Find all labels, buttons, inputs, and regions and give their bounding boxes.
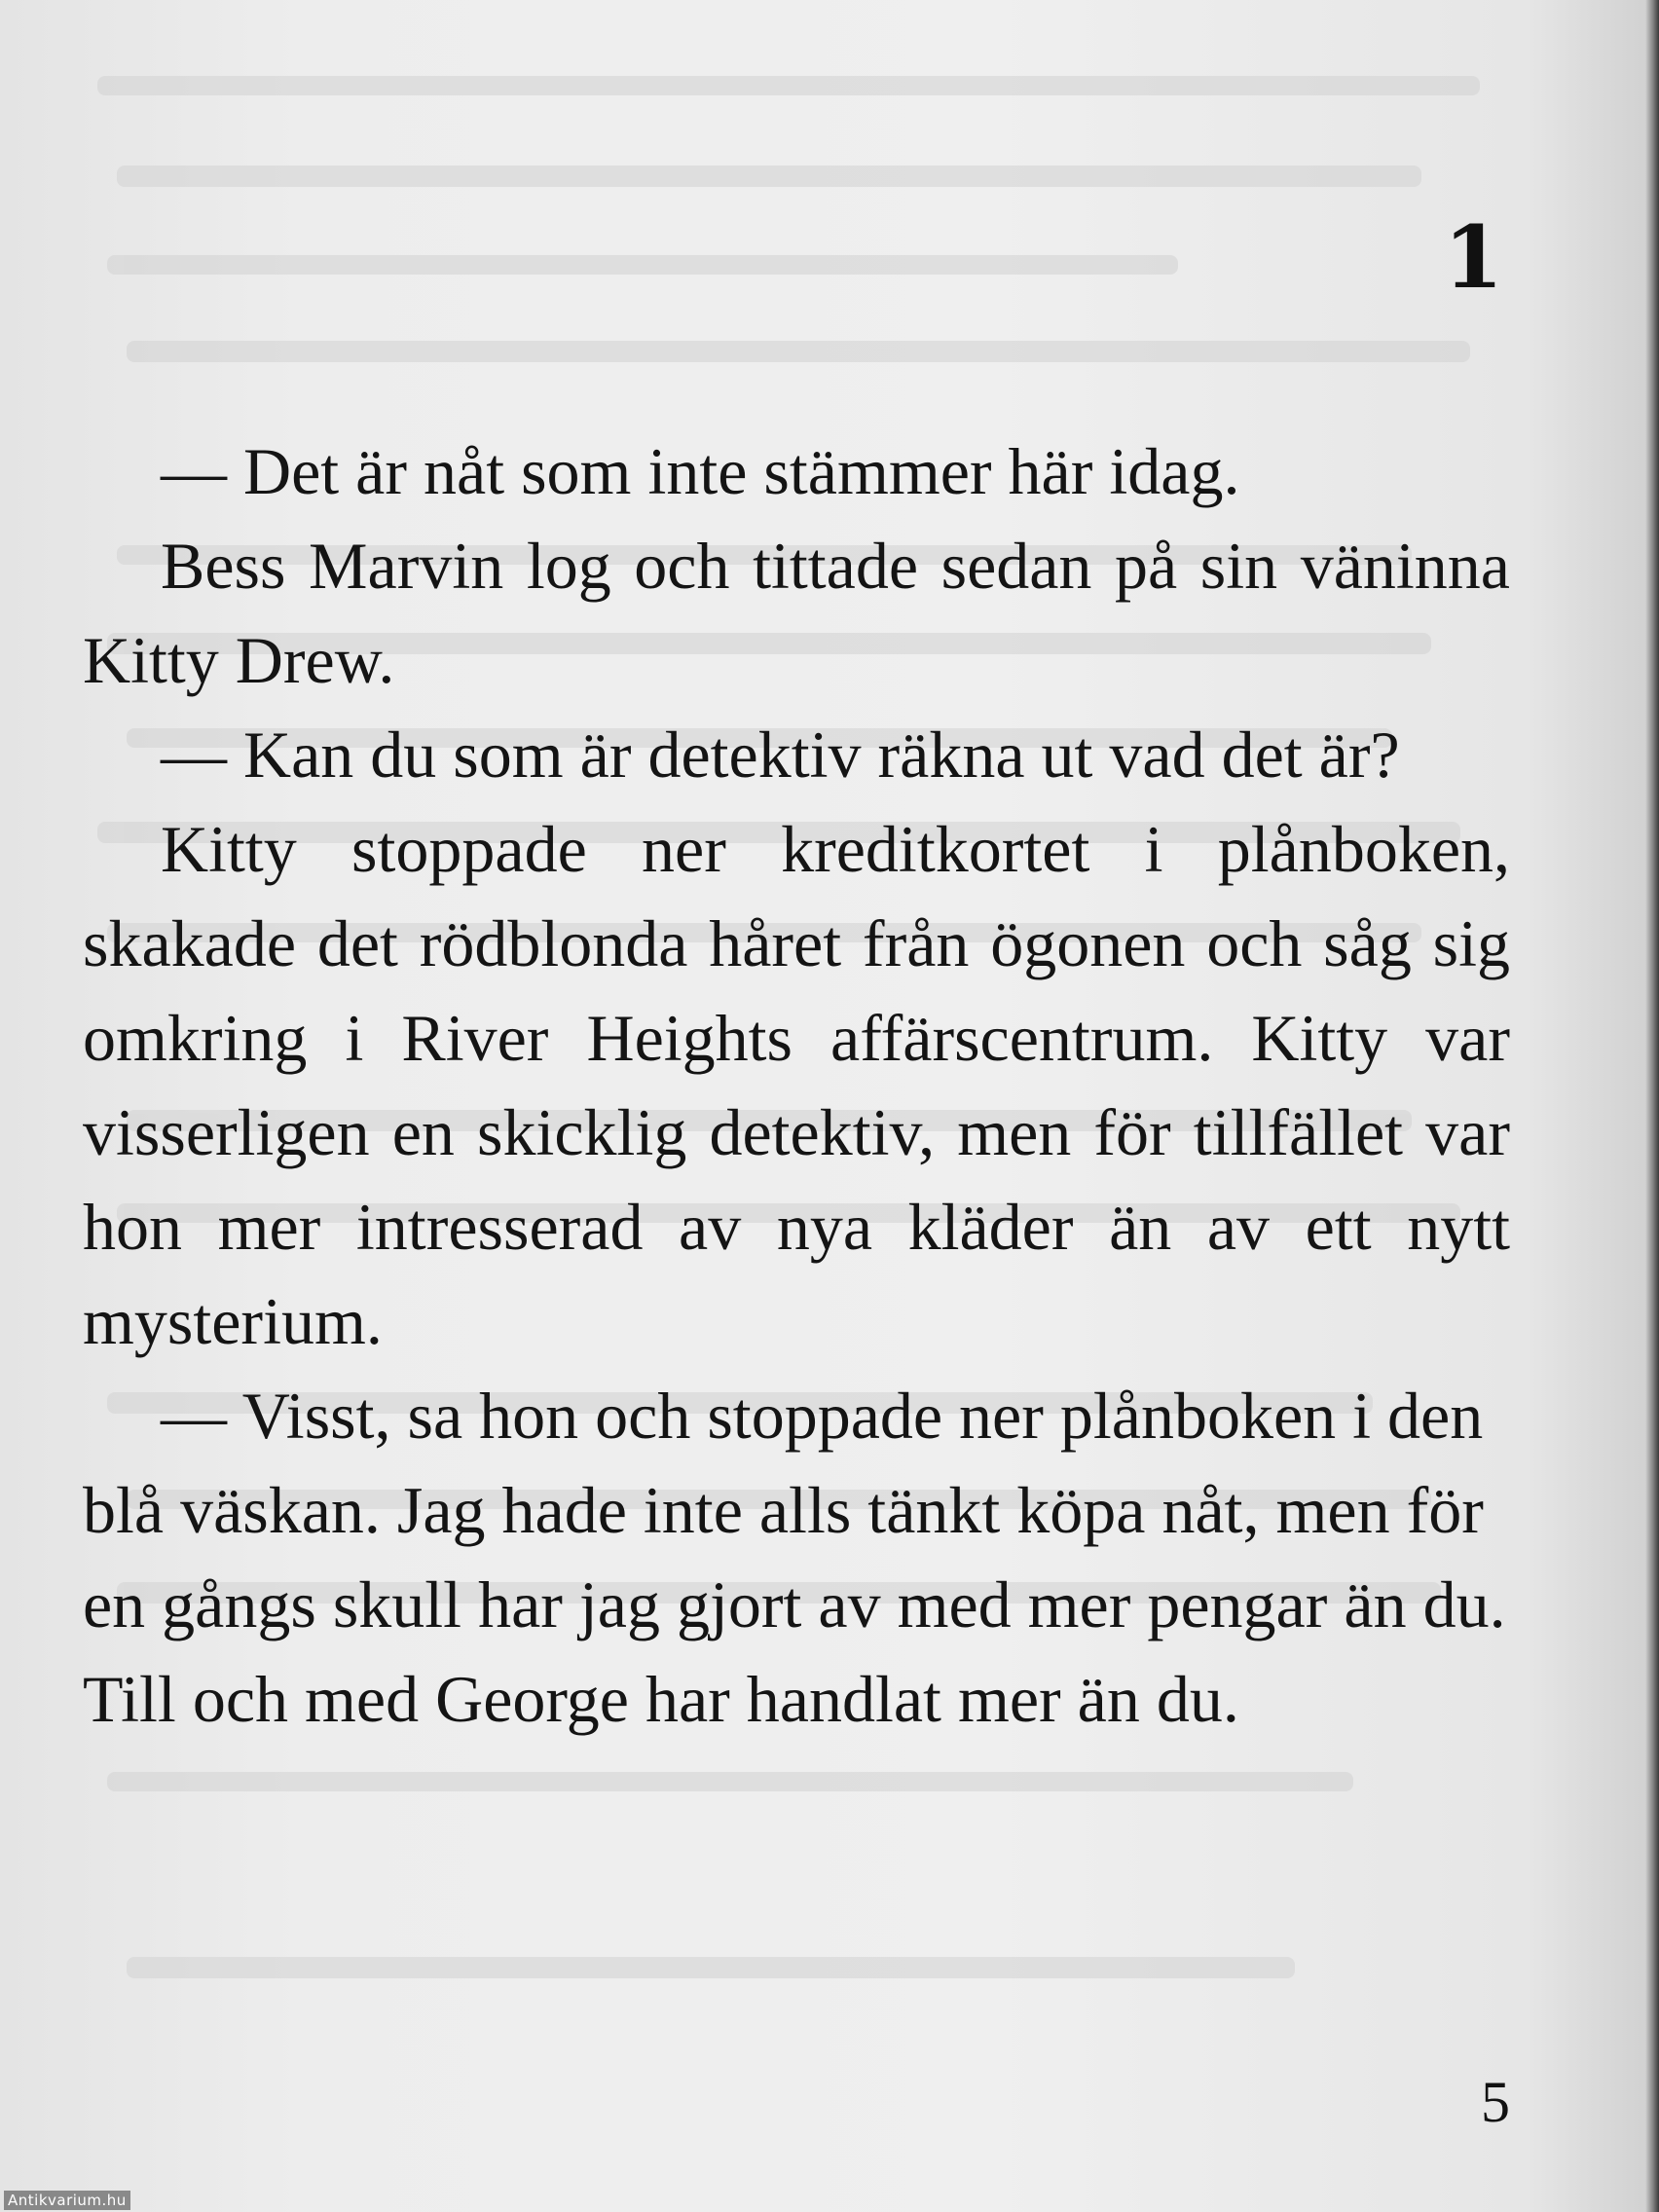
page-number: 5 <box>1481 2070 1510 2134</box>
watermark: Antikvarium.hu <box>4 2191 130 2210</box>
chapter-text <box>83 424 1510 1747</box>
paragraph: — Det är nåt som inte stämmer här idag. <box>161 434 1240 508</box>
paragraph: Bess Marvin log och tittade sedan på sin väninna Kitty Drew. <box>83 529 1510 697</box>
chapter-number: 1 <box>1443 206 1503 308</box>
paragraph: — Kan du som är detektiv räkna ut vad det är? <box>161 718 1400 792</box>
paragraph: Kitty stoppade ner kreditkortet i plånboken, skakade det rödblonda håret från ögonen och såg sig omkring i River Heights affärscentrum. Kitty var visserligen en skicklig detektiv, men för tillfället var hon mer intresserad av nya kläder än av ett nytt mysterium. <box>83 812 1510 1358</box>
paragraph: — Visst, sa hon och stoppade ner plånboken i den blå väskan. Jag hade inte alls tänkt köpa nåt, men för en gångs skull har jag gjort av med mer pengar än du. Till och med George har handlat mer än du. <box>83 1379 1506 1736</box>
page-edge-shadow <box>1645 0 1659 2212</box>
